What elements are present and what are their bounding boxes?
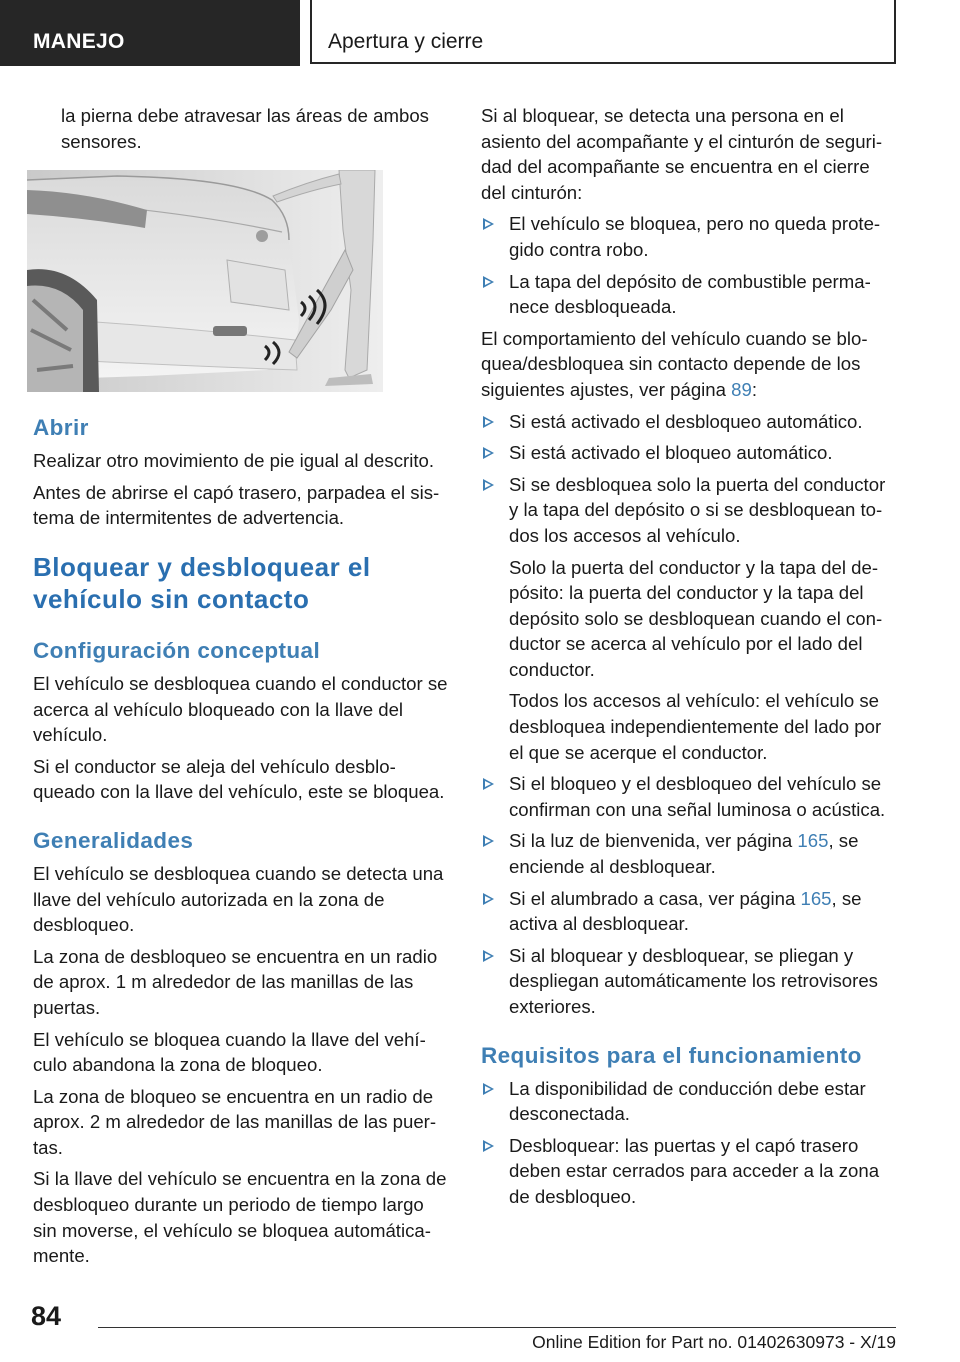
passenger-paragraph: Si al bloquear, se detecta una persona en el asiento del acompañante y el cinturón de seguri‐dad del acompañante se encuentra en el cierre del cinturón: bbox=[481, 105, 883, 203]
page-link-165[interactable]: 165 bbox=[797, 830, 829, 852]
general-paragraph-4: La zona de bloqueo se encuentra en un radio de aprox. 2 m alrededor de las manillas de las puer‐tas. bbox=[33, 1085, 437, 1158]
general-paragraph-3: El vehículo se bloquea cuando la llave del vehí‐culo abandona la zona de bloqueo. bbox=[33, 1028, 426, 1076]
requirements-list bbox=[481, 1076, 897, 1210]
general-paragraph-5: Si la llave del vehículo se encuentra en la zona de desbloqueo durante un periodo de tiempo largo sin moverse, el vehículo se bloquea automática‐mente. bbox=[33, 1168, 447, 1267]
triangle-bullet-icon bbox=[483, 1140, 494, 1152]
list-item: Si el alumbrado a casa, ver página 165, se activa al desbloquear. bbox=[481, 886, 897, 937]
list-item: Si está activado el desbloqueo automático. bbox=[481, 409, 897, 435]
settings-paragraph: El comportamiento del vehículo cuando se blo‐quea/desbloquea sin contacto depende de los siguientes ajustes, ver página 89: bbox=[481, 327, 868, 400]
abrir-paragraph-2: Antes de abrirse el capó trasero, parpadea el sis‐tema de intermitentes de advertencia. bbox=[33, 481, 440, 529]
config-paragraph-2: Si el conductor se aleja del vehículo desblo‐queado con la llave del vehículo, este se bloquea. bbox=[33, 755, 445, 803]
triangle-bullet-icon bbox=[483, 416, 494, 428]
list-item: Si el bloqueo y el desbloqueo del vehículo se confirman con una señal luminosa o acústica. bbox=[481, 771, 897, 822]
passenger-list bbox=[481, 211, 897, 319]
list-subparagraph: Solo la puerta del conductor y la tapa del de‐pósito: la puerta del conductor y la tapa del depósito solo se desbloquean cuando el con‐ductor se acerca al vehículo por el lado del conductor. bbox=[509, 556, 883, 680]
list-item: La tapa del depósito de combustible perma‐nece desbloqueada. bbox=[481, 269, 897, 320]
list-subparagraph: Todos los accesos al vehículo: el vehículo se desbloquea independientemente del lado por el que se acerque el conductor. bbox=[509, 690, 882, 763]
page-number: 84 bbox=[31, 1301, 62, 1331]
car-trunk-kick-sensor-illustration bbox=[27, 170, 383, 392]
topic-tab: Apertura y cierre bbox=[310, 0, 896, 64]
abrir-heading: Abrir bbox=[33, 415, 89, 441]
triangle-bullet-icon bbox=[483, 835, 494, 847]
triangle-bullet-icon bbox=[483, 950, 494, 962]
abrir-paragraph-1: Realizar otro movimiento de pie igual al descrito. bbox=[33, 450, 434, 472]
page-link-89[interactable]: 89 bbox=[731, 378, 752, 400]
triangle-bullet-icon bbox=[483, 447, 494, 459]
triangle-bullet-icon bbox=[483, 778, 494, 790]
general-paragraph-2: La zona de desbloqueo se encuentra en un radio de aprox. 1 m alrededor de las manillas de las puertas. bbox=[33, 945, 438, 1018]
general-heading: Generalidades bbox=[33, 827, 194, 853]
section-tab: MANEJO bbox=[0, 0, 300, 66]
intro-paragraph: la pierna debe atravesar las áreas de ambos sensores. bbox=[61, 105, 429, 152]
left-column bbox=[33, 103, 451, 1275]
list-item: Desbloquear: las puertas y el capó trasero deben estar cerrados para acceder a la zona de desbloqueo. bbox=[481, 1133, 897, 1210]
triangle-bullet-icon bbox=[483, 276, 494, 288]
main-section-heading: Bloquear y desbloquear el vehículo sin contacto bbox=[33, 551, 371, 614]
settings-list bbox=[481, 409, 897, 1020]
triangle-bullet-icon bbox=[483, 479, 494, 491]
config-paragraph-1: El vehículo se desbloquea cuando el conductor se acerca al vehículo bloqueado con la llave del vehículo. bbox=[33, 672, 448, 746]
page-link-165[interactable]: 165 bbox=[800, 887, 832, 909]
requirements-heading: Requisitos para el funcionamiento bbox=[481, 1042, 862, 1068]
list-item: Si se desbloquea solo la puerta del conductor y la tapa del depósito o si se desbloquean to‐dos los accesos al vehículo. Solo la puerta del conductor y la tapa del de‐pósito: la puerta del conductor y la tapa del depósito solo se desbloquean cuando el con‐ductor se acerca al vehículo por el lado del conductor. Todos los accesos al vehículo: el vehículo se desbloquea independientemente del lado por el que se acerque el conductor. bbox=[481, 472, 897, 766]
list-item: Si la luz de bienvenida, ver página 165, se enciende al desbloquear. bbox=[481, 828, 897, 879]
list-item: Si está activado el bloqueo automático. bbox=[481, 440, 897, 466]
triangle-bullet-icon bbox=[483, 893, 494, 905]
right-column bbox=[481, 103, 897, 1216]
triangle-bullet-icon bbox=[483, 218, 494, 230]
config-heading: Configuración conceptual bbox=[33, 637, 321, 663]
triangle-bullet-icon bbox=[483, 1083, 494, 1095]
general-paragraph-1: El vehículo se desbloquea cuando se detecta una llave del vehículo autorizada en la zona de desbloqueo. bbox=[33, 862, 444, 936]
page-header bbox=[0, 0, 960, 66]
footer-divider bbox=[98, 1327, 896, 1328]
list-item: La disponibilidad de conducción debe estar desconectada. bbox=[481, 1076, 897, 1127]
edition-footer: Online Edition for Part no. 01402630973 - X/19 bbox=[532, 1332, 896, 1352]
list-item: El vehículo se bloquea, pero no queda prote‐gido contra robo. bbox=[481, 211, 897, 262]
list-item: Si al bloquear y desbloquear, se pliegan y despliegan automáticamente los retrovisores exteriores. bbox=[481, 943, 897, 1020]
